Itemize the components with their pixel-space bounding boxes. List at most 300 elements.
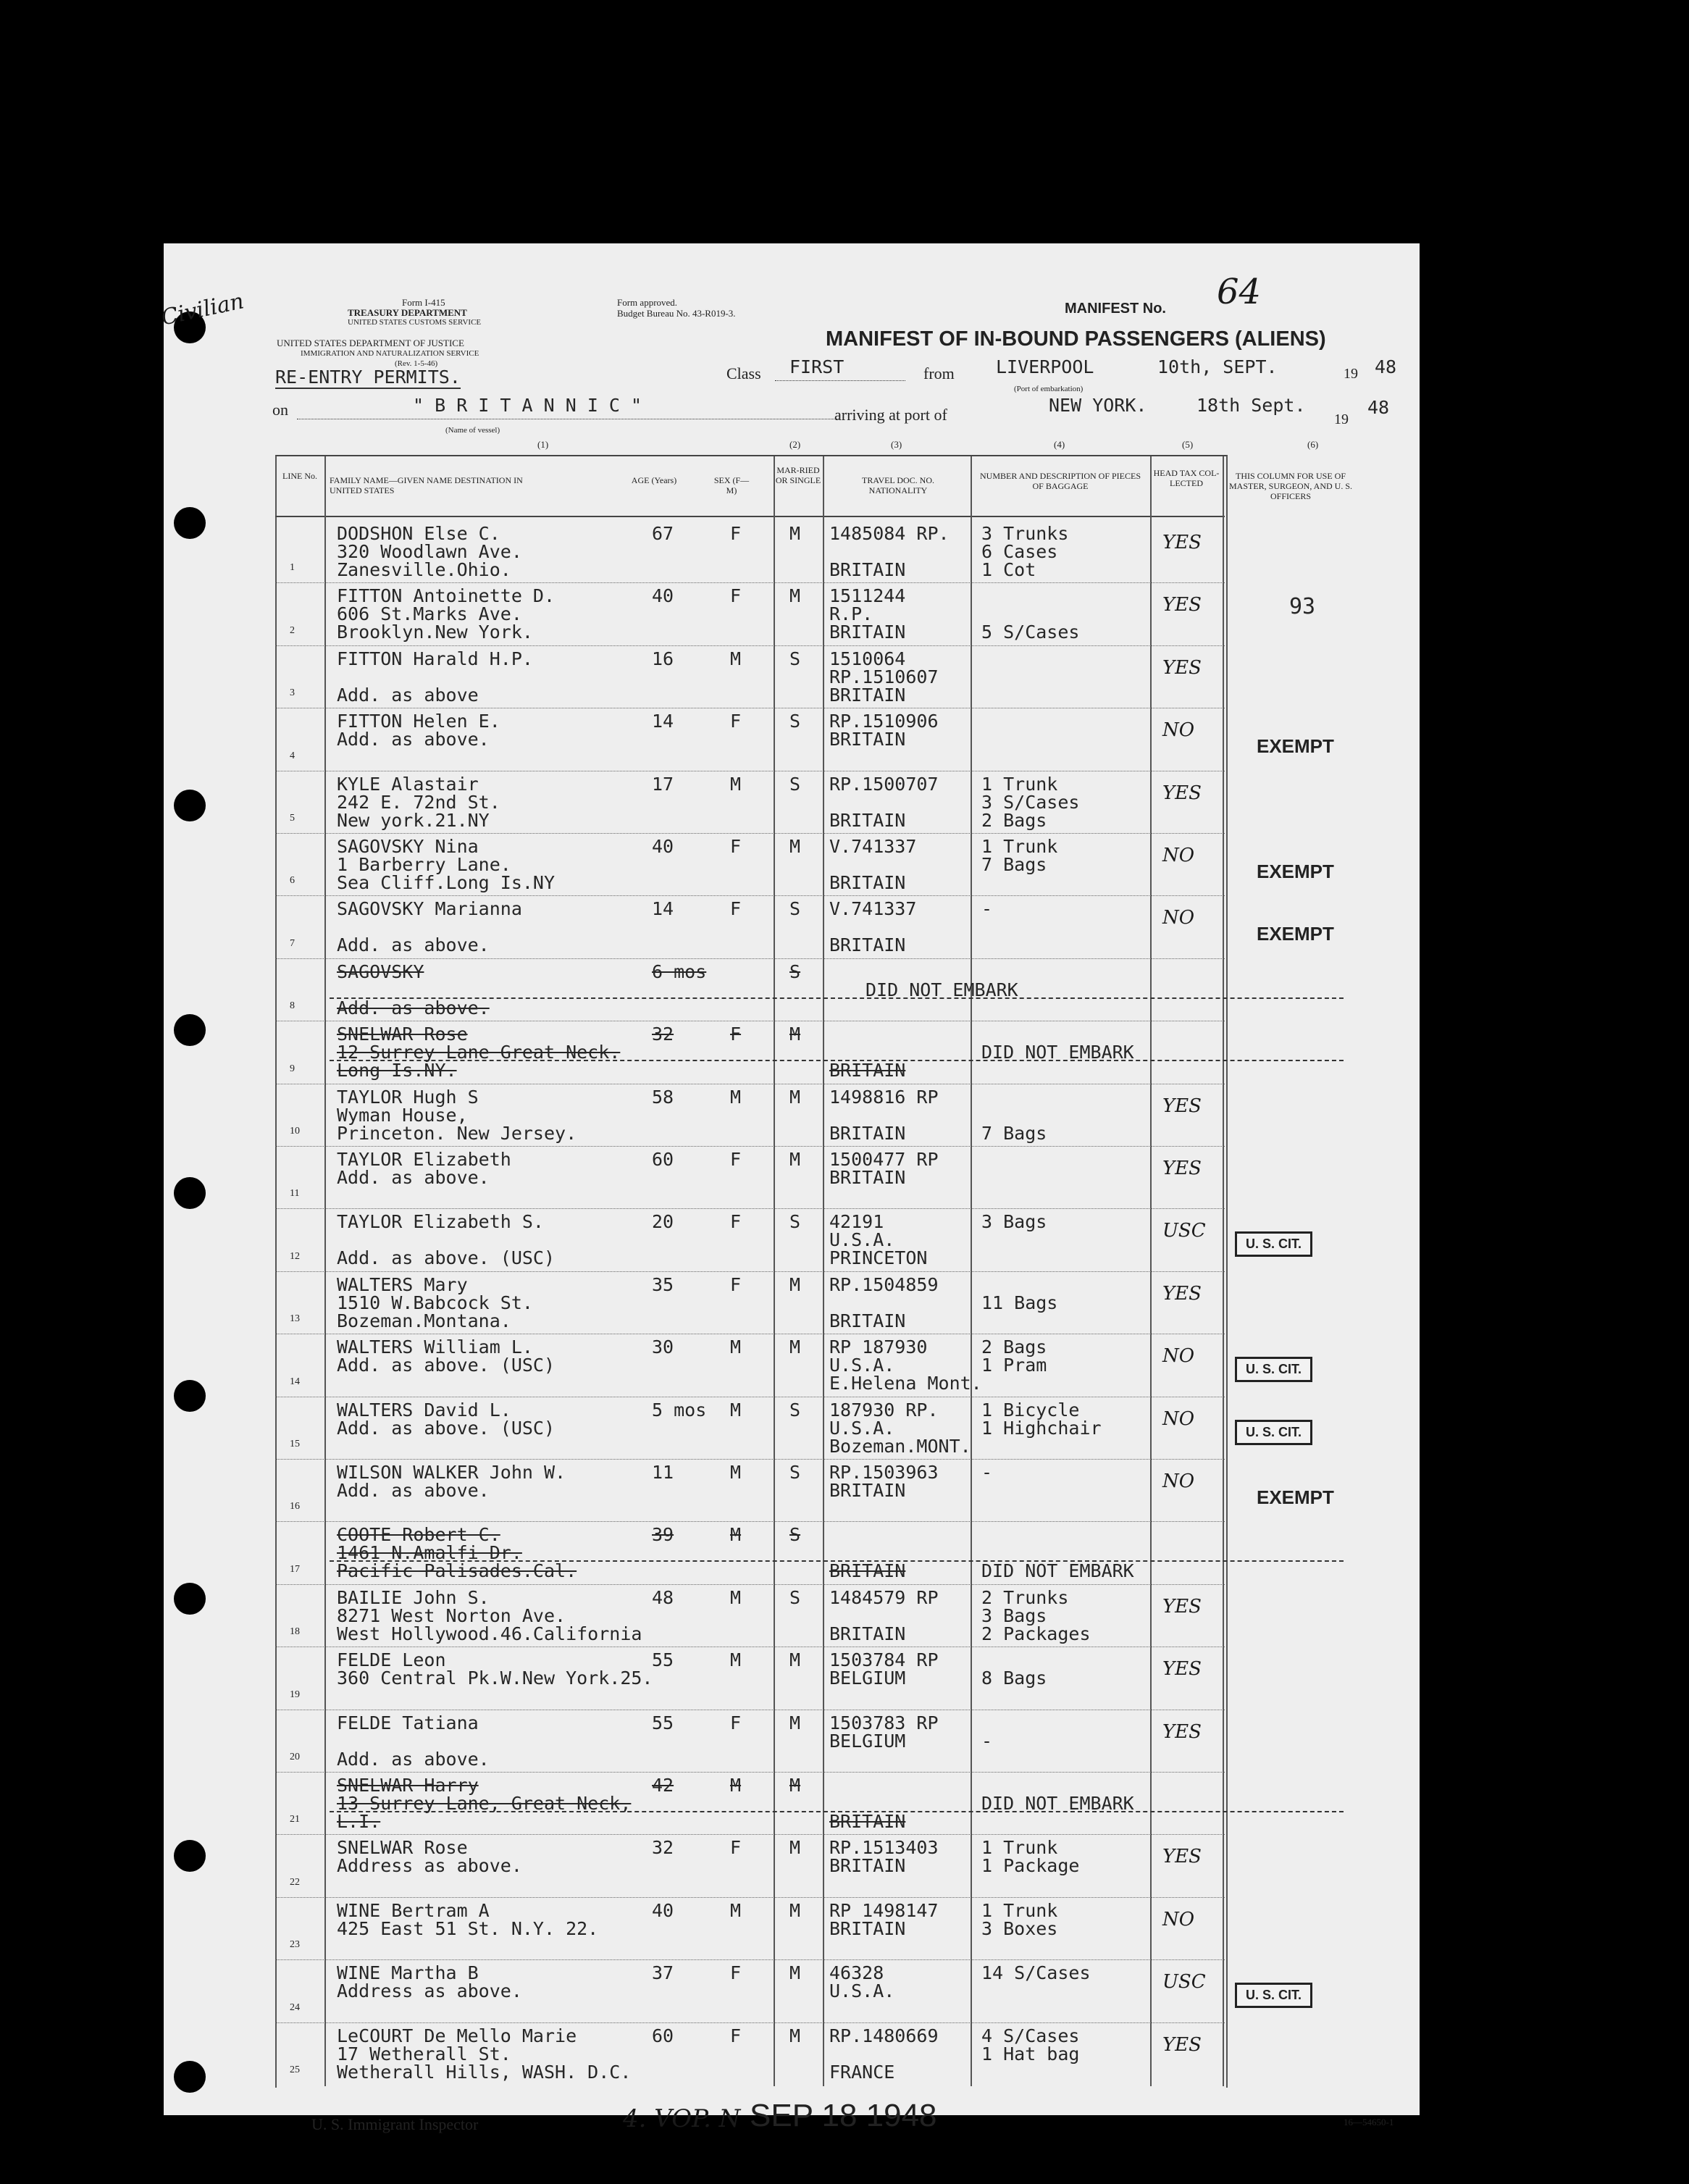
punch-hole [174, 1177, 206, 1209]
us-citizen-stamp: U. S. CIT. [1235, 1357, 1312, 1382]
marital-status: M [789, 523, 801, 544]
passenger-text: TAYLOR Elizabeth S. [337, 1211, 544, 1233]
passenger-sex: M [730, 1586, 742, 1608]
line-number: 17 [290, 1563, 300, 1575]
travel-doc-text: 1484579 RP [829, 1586, 939, 1608]
printer-code: 16—54650-1 [1344, 2117, 1394, 2127]
travel-doc-text: Bozeman.MONT. [829, 1435, 971, 1457]
line-number: 15 [290, 1439, 300, 1449]
passenger-sex: F [730, 1712, 742, 1733]
marital-status: M [789, 1962, 801, 1984]
passenger-sex: F [730, 836, 742, 857]
marital-status: S [789, 773, 801, 795]
row-separator [275, 1834, 1225, 1835]
passenger-text: Pacific Palisades.Cal. [337, 1560, 577, 1582]
row-separator [275, 958, 1225, 959]
travel-doc-text: RP 1498147 [829, 1899, 939, 1921]
header-travel-doc: TRAVEL DOC. NO. NATIONALITY [861, 475, 934, 495]
travel-doc-text: BELGIUM [829, 1668, 906, 1689]
passenger-sex: F [730, 585, 742, 607]
baggage-text: 3 Boxes [981, 1917, 1058, 1939]
travel-doc-text: RP.1513403 [829, 1837, 939, 1859]
travel-doc-text: BRITAIN [829, 1811, 906, 1832]
passenger-text: SAGOVSKY Nina [337, 836, 479, 857]
marital-status: M [789, 1336, 801, 1358]
line-number: 14 [290, 1376, 300, 1387]
line-number: 19 [290, 1689, 300, 1700]
travel-doc-text: PRINCETON [829, 1247, 928, 1269]
travel-doc-text: U.S.A. [829, 1355, 895, 1376]
passenger-age: 40 [652, 1899, 674, 1921]
line-number: 13 [290, 1313, 300, 1325]
line-number: 22 [290, 1876, 300, 1888]
passenger-text: Brooklyn.New York. [337, 622, 533, 643]
justice-label: UNITED STATES DEPARTMENT OF JUSTICE [277, 338, 464, 348]
head-tax-mark: YES [1162, 1095, 1202, 1117]
header-baggage: NUMBER AND DESCRIPTION OF PIECES OF BAGGAGE [979, 471, 1141, 491]
passenger-sex: M [730, 1462, 742, 1483]
passenger-text: Wetherall Hills, WASH. D.C. [337, 2061, 632, 2083]
passenger-text: BAILIE John S. [337, 1586, 490, 1608]
row-separator [275, 1897, 1225, 1898]
line-number: 24 [290, 2001, 300, 2013]
passenger-text: 8271 West Norton Ave. [337, 1604, 566, 1626]
passenger-text: 1461 N.Amalfi Dr. [337, 1542, 522, 1564]
baggage-text: - [981, 898, 993, 920]
class-value: FIRST [789, 356, 844, 377]
baggage-text: - [981, 1462, 993, 1483]
passenger-age: 48 [652, 1586, 674, 1608]
passenger-age: 32 [652, 1024, 674, 1045]
line-number: 1 [290, 562, 295, 574]
from-label: from [923, 364, 955, 382]
passenger-text: Bozeman.Montana. [337, 1310, 511, 1331]
port-note: (Port of embarkation) [1014, 385, 1084, 393]
passenger-age: 14 [652, 711, 674, 732]
header-head-tax: HEAD TAX COL-LECTED [1153, 468, 1220, 488]
head-tax-mark: YES [1162, 594, 1202, 616]
passenger-text: FITTON Harald H.P. [337, 648, 533, 669]
passenger-age: 55 [652, 1712, 674, 1733]
line-number: 25 [290, 2064, 300, 2075]
passenger-text: 425 East 51 St. N.Y. 22. [337, 1917, 599, 1939]
passenger-text: SNELWAR Rose [337, 1024, 468, 1045]
us-citizen-stamp: U. S. CIT. [1235, 1231, 1312, 1257]
marital-status: M [789, 1086, 801, 1108]
passenger-text: Long Is.NY. [337, 1060, 457, 1081]
passenger-age: 16 [652, 648, 674, 669]
passenger-text: 17 Wetherall St. [337, 2043, 511, 2064]
travel-doc-text: BRITAIN [829, 809, 906, 831]
travel-doc-text: 1511244 [829, 585, 906, 607]
travel-doc-text: V.741337 [829, 898, 917, 920]
passenger-age: 30 [652, 1336, 674, 1358]
passenger-text: TAYLOR Hugh S [337, 1086, 479, 1108]
travel-doc-text: V.741337 [829, 836, 917, 857]
travel-doc-text: BRITAIN [829, 559, 906, 580]
travel-doc-text: 187930 RP. [829, 1399, 939, 1421]
passenger-sex: F [730, 1024, 742, 1045]
travel-doc-text: RP.1500707 [829, 773, 939, 795]
passenger-text: Wyman House, [337, 1104, 468, 1126]
punch-hole [174, 507, 206, 539]
passenger-age: 17 [652, 773, 674, 795]
on-label: on [272, 401, 288, 419]
passenger-age: 60 [652, 2025, 674, 2046]
strike-line [330, 997, 1344, 999]
passenger-sex: M [730, 1086, 742, 1108]
marital-status: S [789, 1524, 801, 1546]
passenger-text: 360 Central Pk.W.New York.25. [337, 1668, 653, 1689]
marital-status: M [789, 836, 801, 857]
marital-status: S [789, 1462, 801, 1483]
marital-status: M [789, 1024, 801, 1045]
travel-doc-text: E.Helena Mont. [829, 1373, 982, 1394]
manifest-number: 64 [1217, 272, 1262, 312]
passenger-sex: F [730, 711, 742, 732]
passenger-age: 60 [652, 1149, 674, 1170]
travel-doc-text: 1503784 RP [829, 1649, 939, 1671]
header-name: FAMILY NAME—GIVEN NAME DESTINATION IN UNITED STATES [330, 475, 523, 495]
head-tax-mark: NO [1162, 845, 1195, 866]
marital-status: M [789, 1649, 801, 1671]
col-num-3: (3) [891, 439, 902, 450]
manifest-title: MANIFEST OF IN-BOUND PASSENGERS (ALIENS) [826, 327, 1326, 351]
passenger-text: Add. as above. [337, 1748, 490, 1770]
travel-doc-text: BRITAIN [829, 1480, 906, 1501]
line-number: 8 [290, 1000, 295, 1012]
line-number: 21 [290, 1814, 300, 1825]
head-tax-mark: NO [1162, 907, 1195, 929]
travel-doc-text: BELGIUM [829, 1730, 906, 1752]
embark-port: LIVERPOOL [996, 356, 1094, 377]
line-number: 23 [290, 1939, 300, 1951]
baggage-text: 6 Cases [981, 541, 1058, 562]
head-tax-mark: YES [1162, 1595, 1202, 1618]
line-number: 16 [290, 1501, 300, 1513]
travel-doc-text: BRITAIN [829, 1560, 906, 1582]
passenger-sex: M [730, 1524, 742, 1546]
baggage-text: 1 Highchair [981, 1417, 1102, 1439]
head-tax-mark: YES [1162, 656, 1202, 679]
travel-doc-text: DID NOT EMBARK [866, 979, 1018, 1000]
class-line [775, 380, 905, 381]
passenger-age: 14 [652, 898, 674, 920]
passenger-text: WALTERS Mary [337, 1273, 468, 1295]
header-rule [275, 516, 1225, 517]
passenger-sex: F [730, 1837, 742, 1859]
travel-doc-text: FRANCE [829, 2061, 895, 2083]
exempt-stamp: EXEMPT [1257, 861, 1334, 882]
head-tax-mark: YES [1162, 782, 1202, 804]
punch-hole [174, 790, 206, 821]
passenger-text: TAYLOR Elizabeth [337, 1149, 511, 1170]
budget-bureau: Budget Bureau No. 43-R019-3. [617, 308, 736, 319]
customs-label: UNITED STATES CUSTOMS SERVICE [348, 318, 482, 327]
embark-date: 10th, SEPT. [1157, 356, 1278, 377]
head-tax-mark: YES [1162, 1720, 1202, 1743]
row-separator [275, 833, 1225, 834]
passenger-text: New york.21.NY [337, 809, 490, 831]
passenger-sex: M [730, 1336, 742, 1358]
passenger-text: Add. as above. [337, 1167, 490, 1188]
line-number: 10 [290, 1126, 300, 1137]
punch-hole [174, 2061, 206, 2093]
officer-note: 93 [1289, 594, 1316, 620]
passenger-text: FITTON Helen E. [337, 711, 500, 732]
passenger-age: 58 [652, 1086, 674, 1108]
baggage-text: - [981, 1730, 993, 1752]
travel-doc-text: RP.1510607 [829, 666, 939, 687]
header-line-no: LINE No. [282, 471, 317, 481]
strike-line [330, 1060, 1344, 1061]
form-approved: Form approved. [617, 297, 678, 308]
header-officers: THIS COLUMN FOR USE OF MASTER, SURGEON, AND U. S. OFFICERS [1228, 471, 1353, 501]
passenger-age: 35 [652, 1273, 674, 1295]
baggage-text: 7 Bags [981, 1122, 1047, 1144]
passenger-sex: M [730, 1899, 742, 1921]
travel-doc-text: BRITAIN [829, 1917, 906, 1939]
travel-doc-text: BRITAIN [829, 622, 906, 643]
head-tax-mark: YES [1162, 1282, 1202, 1305]
travel-doc-text: BRITAIN [829, 1623, 906, 1644]
immigration-label: IMMIGRATION AND NATURALIZATION SERVICE [301, 349, 479, 358]
passenger-text: COOTE Robert C. [337, 1524, 500, 1546]
passenger-age: 11 [652, 1462, 674, 1483]
passenger-sex: F [730, 898, 742, 920]
passenger-text: WALTERS William L. [337, 1336, 533, 1358]
baggage-text: 1 Bicycle [981, 1399, 1080, 1421]
us-citizen-stamp: U. S. CIT. [1235, 1983, 1312, 2008]
travel-doc-text: R.P. [829, 603, 873, 625]
exempt-stamp: EXEMPT [1257, 735, 1334, 758]
passenger-text: 320 Woodlawn Ave. [337, 541, 522, 562]
marital-status: M [789, 1273, 801, 1295]
passenger-text: KYLE Alastair [337, 773, 479, 795]
passenger-text: FELDE Tatiana [337, 1712, 479, 1733]
baggage-text: DID NOT EMBARK [981, 1042, 1134, 1063]
arrival-year: 48 [1367, 397, 1390, 418]
passenger-sex: M [730, 648, 742, 669]
passenger-age: 40 [652, 836, 674, 857]
line-number: 12 [290, 1250, 300, 1262]
travel-doc-text: BRITAIN [829, 684, 906, 706]
row-separator [275, 2022, 1225, 2023]
travel-doc-text: RP.1480669 [829, 2025, 939, 2046]
line-number: 20 [290, 1752, 300, 1762]
baggage-text: 1 Trunk [981, 836, 1058, 857]
arriving-label: arriving at port of [834, 406, 947, 424]
baggage-text: 4 S/Cases [981, 2025, 1080, 2046]
travel-doc-text: U.S.A. [829, 1980, 895, 2002]
punch-hole [174, 1583, 206, 1615]
col-num-1: (1) [537, 439, 549, 450]
passenger-text: L.I. [337, 1811, 381, 1832]
travel-doc-text: 1500477 RP [829, 1149, 939, 1170]
marital-status: S [789, 1399, 801, 1421]
strike-line [330, 1560, 1344, 1562]
row-separator [275, 1459, 1225, 1460]
baggage-text: 1 Cot [981, 559, 1036, 580]
head-tax-mark: NO [1162, 1407, 1195, 1430]
line-number: 3 [290, 687, 295, 699]
line-number: 6 [290, 875, 295, 887]
passenger-text: WILSON WALKER John W. [337, 1462, 566, 1483]
revision-label: (Rev. 1-5-46) [395, 359, 438, 368]
row-separator [275, 645, 1225, 646]
arrival-stamp: SEP 18 1948 [750, 2098, 937, 2133]
passenger-age: 5 mos [652, 1399, 707, 1421]
travel-doc-text: 1498816 RP [829, 1086, 939, 1108]
header-married: MAR-RIED OR SINGLE [775, 465, 821, 485]
marital-status: S [789, 1586, 801, 1608]
travel-doc-text: U.S.A. [829, 1417, 895, 1439]
passenger-sex: F [730, 523, 742, 544]
baggage-text: 3 Bags [981, 1211, 1047, 1233]
passenger-text: 242 E. 72nd St. [337, 791, 500, 813]
travel-doc-text: BRITAIN [829, 1855, 906, 1877]
passenger-text: Add. as above. [337, 934, 490, 956]
travel-doc-text: 46328 [829, 1962, 884, 1984]
travel-doc-text: BRITAIN [829, 872, 906, 893]
row-separator [275, 1271, 1225, 1272]
passenger-sex: F [730, 1273, 742, 1295]
travel-doc-text: BRITAIN [829, 1310, 906, 1331]
baggage-text: 5 S/Cases [981, 622, 1080, 643]
head-tax-mark: NO [1162, 1470, 1195, 1492]
passenger-sex: M [730, 773, 742, 795]
passenger-text: Add. as above. (USC) [337, 1247, 556, 1269]
travel-doc-text: RP.1503963 [829, 1462, 939, 1483]
passenger-sex: F [730, 1149, 742, 1170]
baggage-text: 7 Bags [981, 854, 1047, 875]
marital-status: M [789, 1712, 801, 1733]
travel-doc-text: 1503783 RP [829, 1712, 939, 1733]
col-num-5: (5) [1182, 439, 1194, 450]
passenger-sex: F [730, 2025, 742, 2046]
marital-status: M [789, 2025, 801, 2046]
head-tax-mark: NO [1162, 1345, 1195, 1368]
baggage-text: 2 Bags [981, 1336, 1047, 1358]
col-num-2: (2) [789, 439, 801, 450]
head-tax-mark: NO [1162, 719, 1195, 742]
passenger-text: Add. as above. [337, 997, 490, 1018]
head-tax-mark: YES [1162, 1846, 1202, 1868]
travel-doc-text: RP 187930 [829, 1336, 928, 1358]
row-separator [275, 1772, 1225, 1773]
inspector-note: 4. VOP. N [623, 2104, 741, 2133]
passenger-age: 20 [652, 1211, 674, 1233]
punch-hole [174, 1380, 206, 1412]
passenger-text: Zanesville.Ohio. [337, 559, 511, 580]
exempt-stamp: EXEMPT [1257, 923, 1334, 945]
passenger-text: FELDE Leon [337, 1649, 446, 1671]
header-sex: SEX (F—M) [713, 475, 750, 495]
travel-doc-text: 1485084 RP. [829, 523, 950, 544]
passenger-age: 39 [652, 1524, 674, 1546]
passenger-text: Add. as above. (USC) [337, 1355, 556, 1376]
arrival-date: 18th Sept. [1196, 395, 1306, 416]
line-number: 4 [290, 750, 295, 761]
punch-hole [174, 1014, 206, 1046]
baggage-text: 1 Package [981, 1855, 1080, 1877]
row-separator [275, 582, 1225, 583]
baggage-text: 14 S/Cases [981, 1962, 1091, 1984]
marital-status: S [789, 648, 801, 669]
marital-status: M [789, 1149, 801, 1170]
passenger-text: 1510 W.Babcock St. [337, 1292, 533, 1313]
head-tax-mark: NO [1162, 1908, 1195, 1930]
treasury-label: TREASURY DEPARTMENT [348, 307, 467, 318]
passenger-text: 1 Barberry Lane. [337, 854, 511, 875]
head-tax-mark: USC [1162, 1220, 1206, 1242]
baggage-text: 8 Bags [981, 1668, 1047, 1689]
head-tax-mark: YES [1162, 2033, 1202, 2056]
passenger-text: SAGOVSKY [337, 961, 424, 982]
marital-status: M [789, 1837, 801, 1859]
col-num-6: (6) [1307, 439, 1319, 450]
travel-doc-text: 42191 [829, 1211, 884, 1233]
reentry-permits: RE-ENTRY PERMITS. [275, 367, 461, 388]
travel-doc-text: BRITAIN [829, 1060, 906, 1081]
passenger-text: Add. as above. [337, 729, 490, 750]
passenger-sex: M [730, 1649, 742, 1671]
baggage-text: 3 Bags [981, 1604, 1047, 1626]
year-prefix: 19 [1344, 366, 1358, 382]
row-separator [275, 1146, 1225, 1147]
passenger-text: FITTON Antoinette D. [337, 585, 556, 607]
passenger-age: 40 [652, 585, 674, 607]
row-separator [275, 1959, 1225, 1960]
passenger-text: Address as above. [337, 1855, 522, 1877]
baggage-text: 11 Bags [981, 1292, 1058, 1313]
head-tax-mark: YES [1162, 1158, 1202, 1179]
baggage-text: DID NOT EMBARK [981, 1560, 1134, 1582]
passenger-text: Princeton. New Jersey. [337, 1122, 577, 1144]
baggage-text: DID NOT EMBARK [981, 1793, 1134, 1814]
year-prefix-2: 19 [1334, 411, 1349, 427]
col-num-4: (4) [1054, 439, 1065, 450]
row-separator [275, 895, 1225, 896]
marital-status: S [789, 711, 801, 732]
passenger-text: WINE Bertram A [337, 1899, 490, 1921]
exempt-stamp: EXEMPT [1257, 1486, 1334, 1508]
passenger-age: 6 mos [652, 961, 707, 982]
marital-status: S [789, 961, 801, 982]
strike-line [330, 1811, 1344, 1812]
travel-doc-text: RP.1504859 [829, 1273, 939, 1295]
travel-doc-text: BRITAIN [829, 934, 906, 956]
passenger-age: 37 [652, 1962, 674, 1984]
travel-doc-text: BRITAIN [829, 729, 906, 750]
passenger-text: Add. as above [337, 684, 479, 706]
passenger-text: SNELWAR Rose [337, 1837, 468, 1859]
passenger-text: WALTERS David L. [337, 1399, 511, 1421]
passenger-sex: M [730, 1775, 742, 1796]
marital-status: S [789, 898, 801, 920]
travel-doc-text: BRITAIN [829, 1167, 906, 1188]
head-tax-mark: YES [1162, 532, 1202, 553]
travel-doc-text: U.S.A. [829, 1229, 895, 1251]
passenger-age: 32 [652, 1837, 674, 1859]
marital-status: M [789, 1899, 801, 1921]
passenger-text: 13 Surrey Lane, Great Neck, [337, 1793, 632, 1814]
embark-year: 48 [1375, 356, 1397, 377]
head-tax-mark: USC [1162, 1971, 1206, 1993]
baggage-text: 1 Trunk [981, 1837, 1058, 1859]
row-separator [275, 1208, 1225, 1209]
arrival-port: NEW YORK. [1049, 395, 1147, 416]
